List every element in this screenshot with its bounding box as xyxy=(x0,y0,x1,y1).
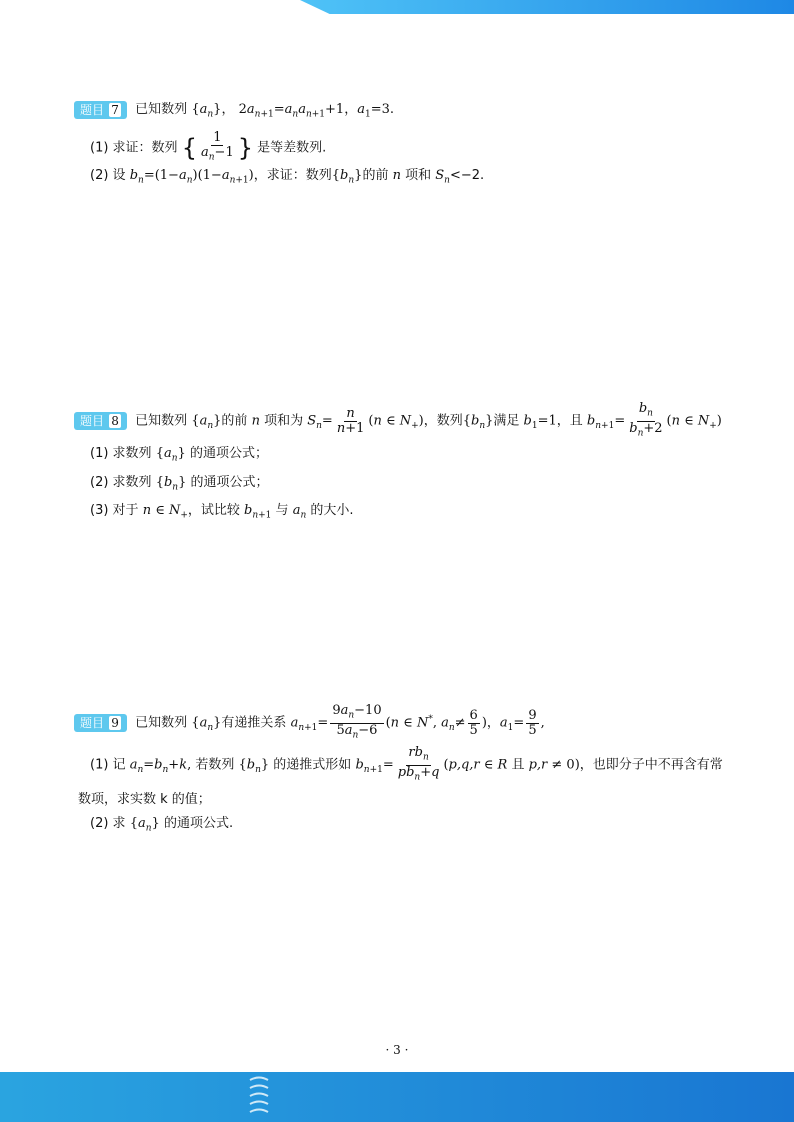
problem-7-statement: 题目 7 已知数列 $\{a_n\}$， $2a_{n+1}=a_na_{n+1}+1$，$a_1=3$. xyxy=(74,98,724,127)
problem-9 xyxy=(74,704,724,841)
problem-9-part-1-cont: 数项，求实数 k 的值； xyxy=(78,792,211,808)
problem-7 xyxy=(74,98,724,193)
problem-9-part-2: (2) 求 $\{a_n\}$ 的通项公式. xyxy=(90,816,234,834)
top-decor-band xyxy=(300,0,794,14)
problem-tag: 题目 7 xyxy=(74,101,127,119)
problem-9-part-1: (1) 记 $a_n=b_n+k$, 若数列 $\{b_n\}$ 的递推式形如 $b_{n+1}=$ $\frac{rb_n}{pb_n+q}$ (p,q,r ∈ R 且 p,r ≠ 0)，也即分子中不再含有常 xyxy=(90,745,723,783)
problem-8-part-3: (3) 对于 n ∈ $N_+$，试比较 $b_{n+1}$ 与 $a_n$ 的大小. xyxy=(90,503,354,521)
bottom-decor-band xyxy=(0,1072,794,1122)
problem-tag: 题目 8 xyxy=(74,412,127,430)
problem-8-statement: 题目 8 已知数列 $\{a_n\}$的前 n 项和为 $S_n=$ $\frac{n}{n+1}$ (n ∈ $N_+$)，数列$\{b_n\}$满足 $b_1=1$，且 $b_{n+1}=$ $\frac{b_n}{b_n+2}$ (n ∈ $N_+$) xyxy=(74,402,724,440)
problem-tag: 题目 9 xyxy=(74,714,127,732)
problem-7-part-1: (1) 求证：数列 { $\frac{1}{a_n-1}$ } 是等差数列. xyxy=(90,129,327,163)
spiral-binding-icon xyxy=(248,1074,270,1120)
problem-7-part-2: (2) 设 $b_n=(1-a_n)(1-a_{n+1})$，求证：数列$\{b_n\}$的前 n 项和 $S_n<-2$. xyxy=(90,168,485,186)
problem-8-part-1: (1) 求数列 $\{a_n\}$ 的通项公式； xyxy=(90,446,268,464)
page-number: · 3 · xyxy=(385,1043,409,1057)
problem-8 xyxy=(74,402,724,528)
problem-8-part-2: (2) 求数列 $\{b_n\}$ 的通项公式； xyxy=(90,474,269,493)
problem-9-statement: 题目 9 已知数列 $\{a_n\}$有递推关系 $a_{n+1}=$ $\frac{9a_n-10}{5a_n-6}$ (n ∈ N*, $a_n\ne$ $\frac{6}{5}$ )，$a_1=$ $\frac{9}{5}$ , xyxy=(74,704,724,742)
